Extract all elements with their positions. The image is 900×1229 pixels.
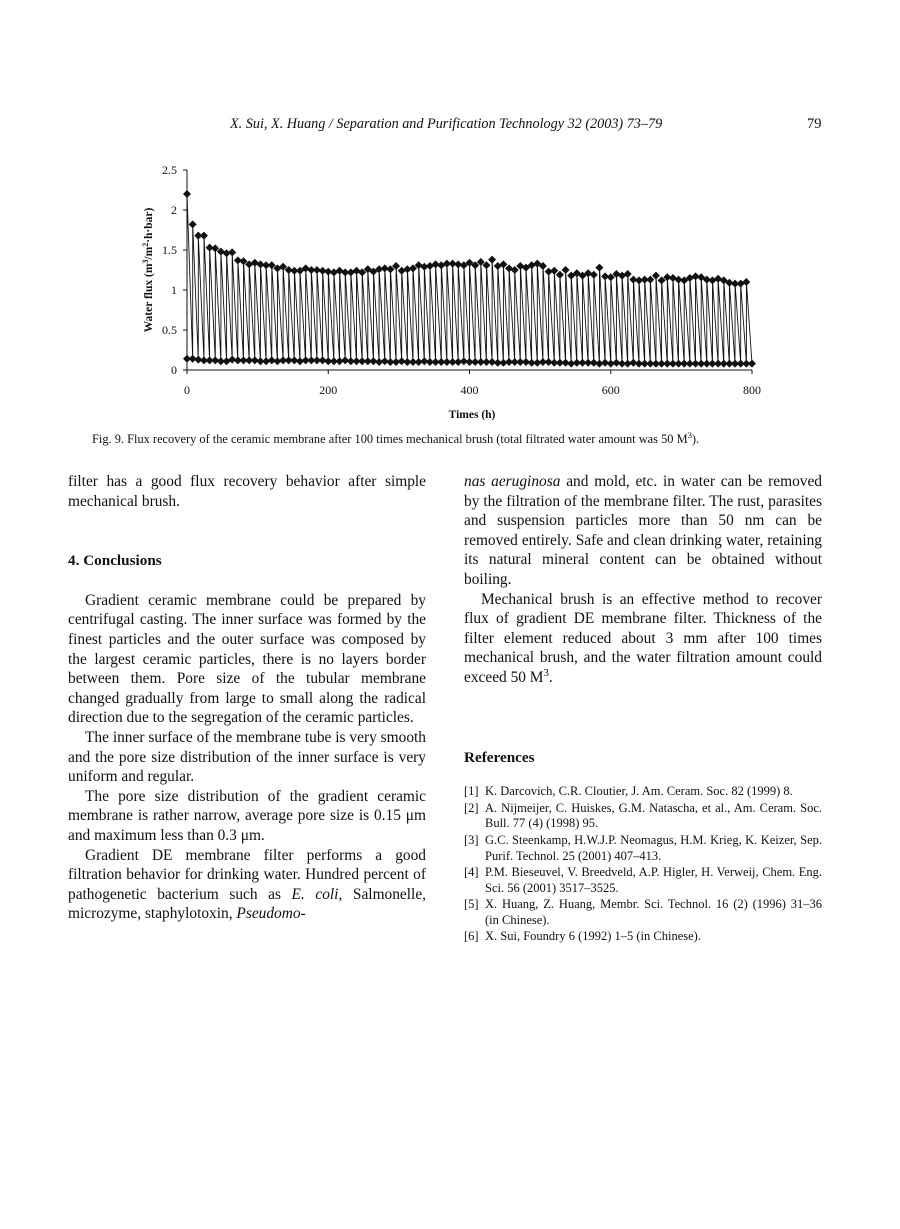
- paragraph-continued: filter has a good flux recovery behavior after simple mechanical brush.: [68, 473, 426, 510]
- paragraph-text: , Salmonelle, microzyme, staphylotoxin,: [68, 885, 426, 923]
- paragraph: [464, 590, 822, 688]
- reference-item: [464, 833, 822, 865]
- section-heading-conclusions: 4. Conclusions: [68, 552, 162, 570]
- species-name: Pseudomo-: [236, 905, 306, 923]
- paragraph: Gradient ceramic membrane could be prepared by centrifugal casting. The inner surface was formed by the finest particles and the outer surface was composed by the largest ceramic particles, there is no layers border between them. Pore size of the tubular membrane changed gradually from large to small along the radical direction due to the segregation of the ceramic particles.: [68, 591, 426, 727]
- peak-marker: [189, 220, 197, 228]
- reference-text: X. Sui, Foundry 6 (1992) 1–5 (in Chinese).: [485, 929, 701, 944]
- reference-text: X. Huang, Z. Huang, Membr. Sci. Technol. 16 (2) (1996) 31–36 (in Chinese).: [485, 897, 822, 927]
- paragraph-continued: [464, 472, 822, 590]
- peak-marker: [595, 264, 603, 272]
- trough-marker: [748, 360, 756, 368]
- reference-list: [464, 784, 822, 945]
- paragraph-text: Mechanical brush is an effective method to recover flux of gradient DE membrane filter. Thickness of the filter element reduced about 3 mm after 100 times mechanical brush, and the water filtration amount could exceed 50 M: [464, 590, 822, 686]
- peak-marker: [347, 268, 355, 276]
- y-axis-title-sup: 2: [141, 242, 150, 247]
- running-title: X. Sui, X. Huang / Separation and Purification Technology 32 (2003) 73–79: [230, 116, 663, 132]
- reference-item: [464, 784, 822, 800]
- section-heading-references: References: [464, 748, 535, 766]
- running-header: [0, 116, 900, 136]
- peak-marker: [652, 272, 660, 280]
- peak-marker: [228, 248, 236, 256]
- caption-superscript: 3: [687, 429, 692, 440]
- reference-text: G.C. Steenkamp, H.W.J.P. Neomagus, H.M. Krieg, K. Keizer, Sep. Purif. Technol. 25 (2001) 407–413.: [485, 832, 822, 863]
- reference-item: [464, 897, 822, 929]
- peak-marker: [511, 266, 519, 274]
- peak-marker: [618, 272, 626, 280]
- peak-marker: [426, 262, 434, 270]
- peak-marker: [516, 262, 524, 270]
- paragraph: The pore size distribution of the gradient ceramic membrane is rather narrow, average pore size is 0.15 μm and maximum less than 0.3 μm.: [68, 787, 426, 844]
- y-axis-title-part: /m: [143, 246, 155, 260]
- species-name: nas aeruginosa: [464, 473, 561, 490]
- x-tick-label: 800: [743, 383, 761, 397]
- trough-marker: [223, 357, 231, 365]
- y-tick-label: 0: [171, 363, 177, 377]
- paragraph: The inner surface of the membrane tube is very smooth and the pore size distribution of the inner surface is very uniform and regular.: [68, 728, 426, 786]
- peak-marker: [556, 271, 564, 279]
- left-column: [68, 472, 426, 924]
- peak-marker: [505, 264, 513, 272]
- peak-marker: [737, 280, 745, 288]
- reference-number: [3]: [464, 832, 479, 847]
- y-tick-label: 0.5: [162, 323, 177, 337]
- paragraph: [68, 846, 426, 924]
- right-column: [464, 472, 822, 946]
- flux-chart: [120, 150, 780, 425]
- peak-marker: [398, 267, 406, 275]
- peak-marker: [437, 261, 445, 269]
- reference-text: A. Nijmeijer, C. Huiskes, G.M. Natascha, et al., Am. Ceram. Soc. Bull. 77 (4) (1998) 95.: [485, 800, 822, 831]
- peak-marker: [590, 271, 598, 279]
- y-axis-title-part: ·h·bar): [143, 207, 155, 243]
- y-tick-label: 2: [171, 203, 177, 217]
- reference-text: P.M. Bieseuvel, V. Breedveld, A.P. Higler, H. Verweij, Chem. Eng. Sci. 56 (2001) 3517–3525.: [485, 864, 822, 895]
- x-tick-label: 0: [184, 383, 190, 397]
- peak-marker: [550, 267, 558, 275]
- paragraph-text: .: [548, 668, 553, 686]
- y-tick-label: 1.5: [162, 243, 177, 257]
- peak-marker: [562, 266, 570, 274]
- caption-text-end: ).: [691, 432, 700, 446]
- x-tick-label: 200: [319, 383, 338, 397]
- caption-text: Fig. 9. Flux recovery of the ceramic membrane after 100 times mechanical brush (total filtrated water amount was 50 M: [92, 432, 688, 446]
- peak-marker: [494, 262, 502, 270]
- superscript: 3: [543, 666, 549, 679]
- figure-caption: [92, 429, 852, 447]
- peak-marker: [330, 268, 338, 276]
- peak-marker: [742, 278, 750, 286]
- peak-marker: [200, 232, 208, 240]
- peak-marker: [488, 256, 496, 264]
- x-tick-label: 600: [601, 383, 620, 397]
- peak-marker: [336, 267, 344, 275]
- y-tick-label: 2.5: [162, 163, 177, 177]
- x-axis-title: Times (h): [448, 409, 496, 421]
- y-axis-title: [141, 207, 155, 332]
- page-number: 79: [807, 116, 822, 132]
- peak-marker: [708, 276, 716, 284]
- peak-marker: [669, 274, 677, 282]
- reference-number: [6]: [464, 929, 479, 944]
- peak-marker: [251, 259, 259, 267]
- reference-item: [464, 801, 822, 833]
- paragraph-text: Gradient DE membrane filter performs a good filtration behavior for drinking water. Hundred percent of pathogenetic bacterium such as: [68, 846, 426, 903]
- reference-item: [464, 865, 822, 897]
- peak-marker: [499, 260, 507, 268]
- chart-marks: [183, 190, 756, 368]
- y-tick-label: 1: [171, 283, 177, 297]
- reference-number: [4]: [464, 864, 479, 879]
- reference-number: [1]: [464, 784, 479, 799]
- reference-number: [5]: [464, 897, 479, 912]
- x-tick-label: 400: [460, 383, 479, 397]
- reference-text: K. Darcovich, C.R. Cloutier, J. Am. Ceram. Soc. 82 (1999) 8.: [485, 784, 793, 799]
- reference-number: [2]: [464, 800, 479, 815]
- peak-marker: [646, 276, 654, 284]
- y-axis-title-sup: 3: [141, 259, 150, 264]
- reference-item: [464, 929, 822, 945]
- peak-marker: [624, 270, 632, 278]
- y-axis-title-part: Water flux (m: [143, 263, 155, 333]
- peak-marker: [714, 275, 722, 283]
- paragraph-text: and mold, etc. in water can be removed by the filtration of the membrane filter. The rust, parasites and suspension particles more than 50 nm can be removed entirely. Safe and clean drinking water, retaining its natural mineral content can be obtained without boiling.: [464, 473, 822, 588]
- species-name: E. coli: [291, 885, 339, 903]
- peak-marker: [353, 267, 361, 275]
